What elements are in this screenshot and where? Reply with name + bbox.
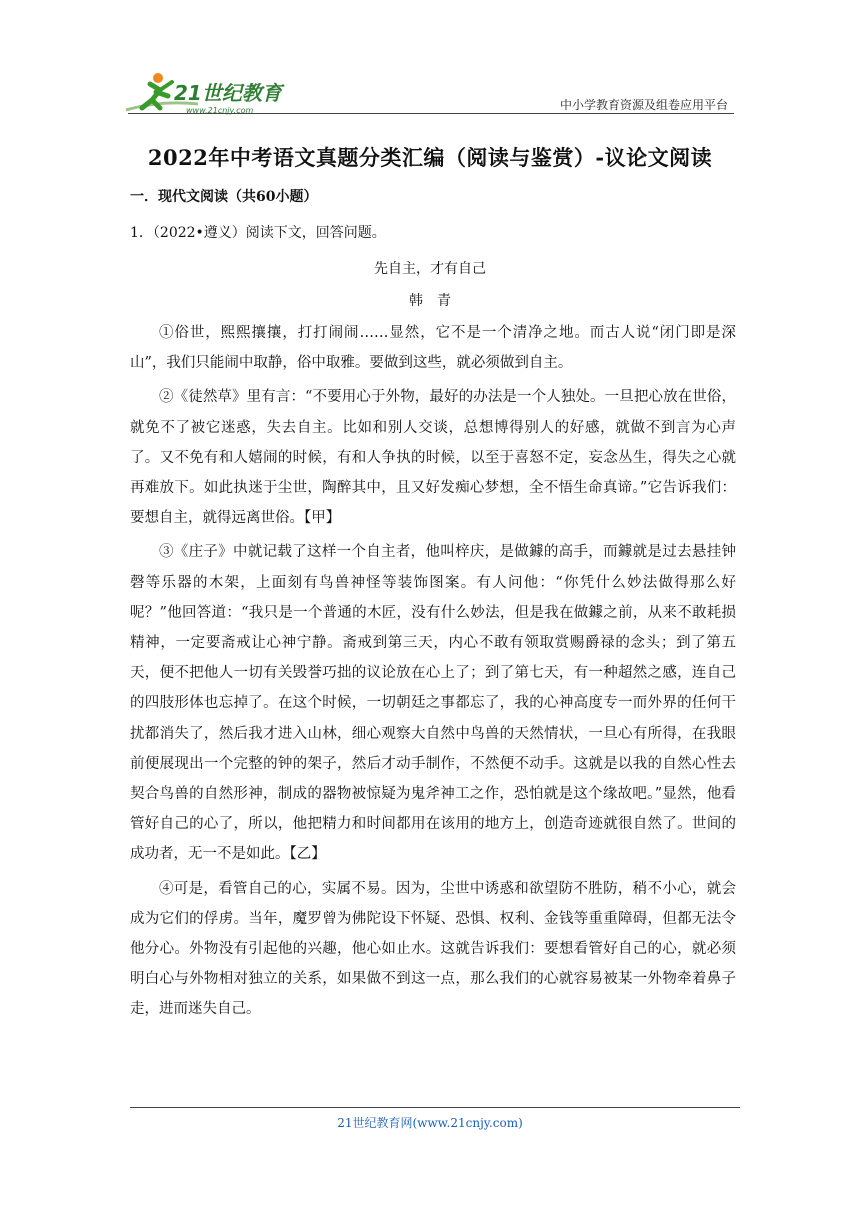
- paragraph-2: ②《徒然草》里有言：“不要用心于外物，最好的办法是一个人独处。一旦把心放在世俗，就免不了被它迷惑，失去自主。比如和别人交谈，总想博得别人的好感，就做不到言为心声了。又不免有和人嬉闹的时候，有和人争执的时候，以至于喜怒不定，妄念丛生，得失之心就再难放下。如此执迷于尘世，陶醉其中，且又好发痴心梦想，全不悟生命真谛。”它告诉我们：要想自主，就得远离世俗。【甲】: [130, 389, 736, 527]
- header-platform-text: 中小学教育资源及组卷应用平台: [559, 98, 728, 112]
- logo-text: 21世纪教育: [174, 81, 282, 105]
- article-body: [130, 318, 736, 1029]
- header-divider: [128, 113, 734, 114]
- question-stem: 1．（2022•遵义）阅读下文，回答问题。: [130, 225, 386, 241]
- paragraph-1: ①俗世，熙熙攘攘，打打闹闹……显然，它不是一个清净之地。而古人说“闭门即是深山”，我们只能闹中取静，俗中取雅。要做到这些，就必须做到自主。: [130, 325, 736, 372]
- footer-divider: [130, 1107, 740, 1108]
- article-title: 先自主，才有自己: [374, 261, 486, 277]
- section-heading: 一．现代文阅读（共60小题）: [130, 189, 318, 205]
- logo-subtext: www.21cnjy.com: [186, 106, 254, 115]
- paragraph-3: ③《庄子》中就记载了这样一个自主者，他叫梓庆，是做鐻的高手，而鐻就是过去悬挂钟磬等乐器的木架，上面刻有鸟兽神怪等装饰图案。有人问他：“你凭什么妙法做得那么好呢？”他回答道：“我只是一个普通的木匠，没有什么妙法，但是我在做鐻之前，从来不敢耗损精神，一定要斋戒让心神宁静。斋戒到第三天，内心不敢有领取赏赐爵禄的念头；到了第五天，便不把他人一切有关毁誉巧拙的议论放在心上了；到了第七天，有一种超然之感，连自己的四肢形体也忘掉了。在这个时候，一切朝廷之事都忘了，我的心神高度专一而外界的任何干扰都消失了，然后我才进入山林，细心观察大自然中鸟兽的天然情状，一旦心有所得，在我眼前便展现出一个完整的钟的架子，然后才动手制作，不然便不动手。这就是以我的自然心性去契合鸟兽的自然形神，制成的器物被惊疑为鬼斧神工之作，恐怕就是这个缘故吧。”显然，他看管好自己的心了，所以，他把精力和时间都用在该用的地方上，创造奇迹就很自然了。世间的成功者，无一不是如此。【乙】: [130, 544, 736, 863]
- paragraph-4: ④可是，看管自己的心，实属不易。因为，尘世中诱惑和欲望防不胜防，稍不小心，就会成为它们的俘虏。当年，魔罗曾为佛陀设下怀疑、恐惧、权利、金钱等重重障碍，但都无法令他分心。外物没有引起他的兴趣，他心如止水。这就告诉我们：要想看管好自己的心，就必须明白心与外物相对独立的关系，如果做不到这一点，那么我们的心就容易被某一外物牵着鼻子走，进而迷失自己。: [130, 880, 736, 1018]
- document-title: 2022年中考语文真题分类汇编（阅读与鉴赏）-议论文阅读: [147, 145, 713, 170]
- article-author: 韩青: [409, 293, 465, 309]
- footer-link[interactable]: 21世纪教育网(www.21cnjy.com): [337, 1116, 523, 1130]
